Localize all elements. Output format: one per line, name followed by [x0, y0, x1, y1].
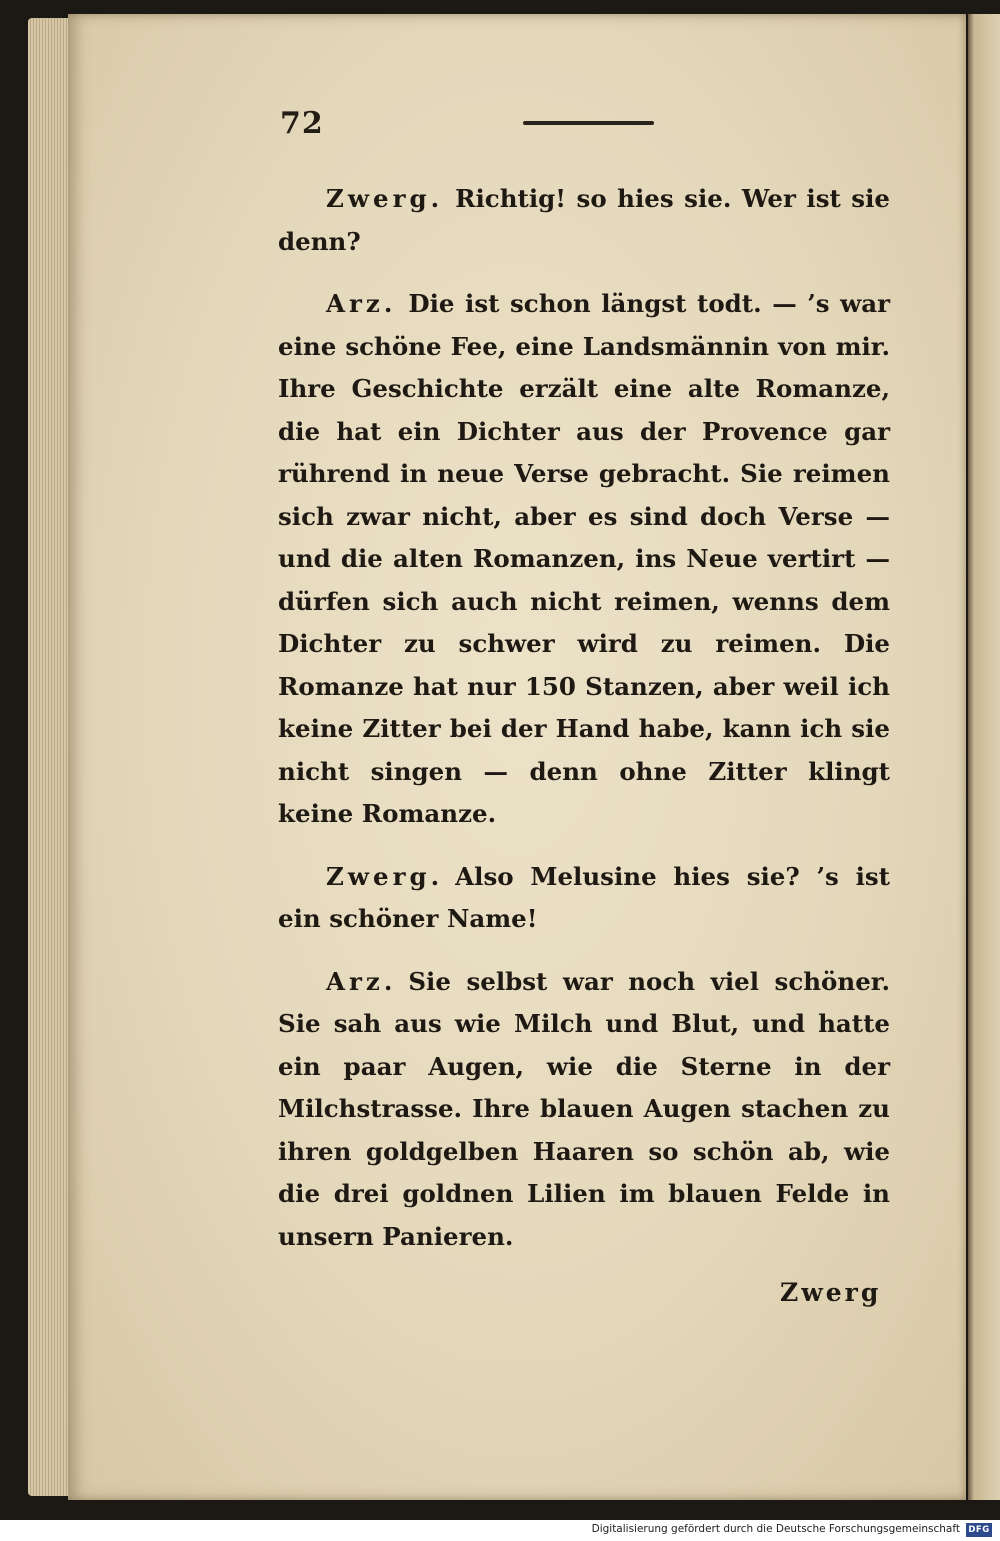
- funding-credit: Digitalisierung gefördert durch die Deutsche Forschungsgemeinschaft: [591, 1523, 960, 1535]
- paragraph-1: [278, 178, 890, 263]
- paragraph-2: [278, 283, 890, 836]
- catchword: Zwerg: [780, 1278, 882, 1307]
- paragraph-4: [278, 961, 890, 1259]
- paragraph-text: Sie selbst war noch viel schöner. Sie sah aus wie Milch und Blut, und hatte ein paar Augen, wie die Sterne in der Milchstrasse. Ihre blauen Augen stachen zu ihren goldgelben Haaren so schön ab, wie die drei goldnen Lilien im blauen Felde in unsern Panieren.: [278, 966, 890, 1251]
- facing-page-edge: [968, 14, 1000, 1500]
- page-number: 72: [280, 106, 324, 141]
- speaker-label: Zwerg.: [326, 184, 444, 213]
- footer-bar: [0, 1520, 1000, 1541]
- speaker-label: Arz.: [326, 289, 397, 318]
- speaker-label: Zwerg.: [326, 861, 444, 891]
- paragraph-text: Also Melusine hies sie? ’s ist ein schöner Name!: [278, 861, 890, 933]
- paragraph-text: Richtig! so hies sie. Wer ist sie denn?: [278, 184, 890, 256]
- dfg-logo-icon: DFG: [966, 1523, 992, 1537]
- paragraph-text: Die ist schon längst todt. — ’s war eine schöne Fee, eine Landsmännin von mir. Ihre Geschichte erzält eine alte Romanze, die hat ein Dichter aus der Provence gar rührend in neue Verse gebracht. Sie reimen sich zwar nicht, aber es sind doch Verse — und die alten Romanzen, ins Neue vertirt — dürfen sich auch nicht reimen, wenns dem Dichter zu schwer wird zu reimen. Die Romanze hat nur 150 Stanzen, aber weil ich keine Zitter bei der Hand habe, kann ich sie nicht singen — denn ohne Zitter klingt keine Romanze.: [278, 289, 890, 828]
- speaker-label: Arz.: [326, 966, 397, 996]
- paragraph-3: [278, 856, 890, 941]
- header-rule: [523, 121, 654, 125]
- body-text: [278, 178, 890, 1278]
